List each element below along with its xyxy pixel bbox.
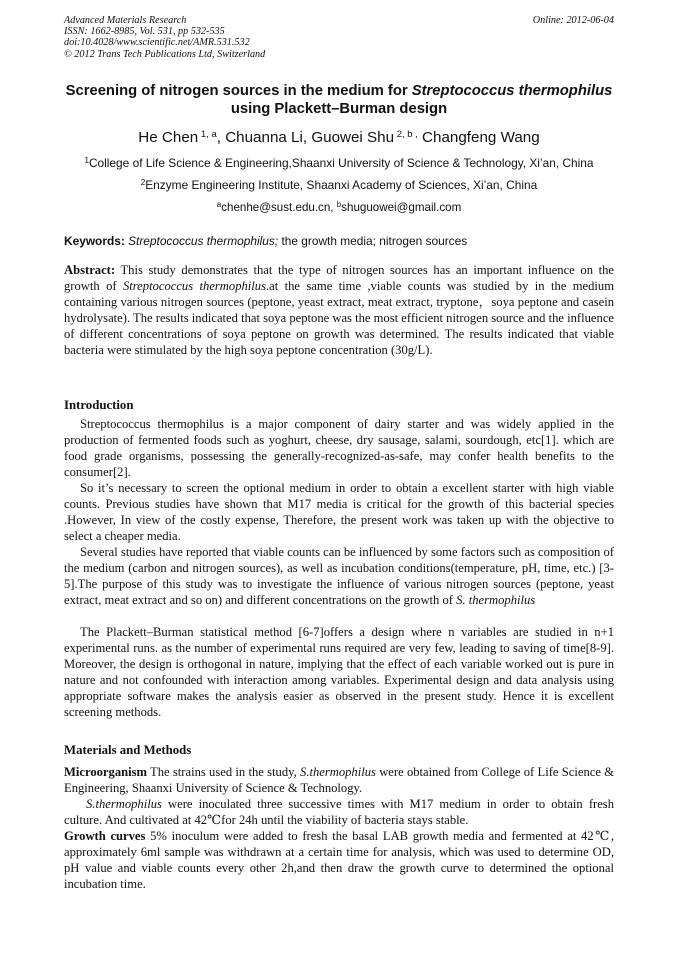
affiliation-1 (64, 156, 614, 171)
intro-paragraph-3-species: S. thermophilus (456, 593, 536, 607)
author-list (64, 128, 614, 148)
author-2-3: , Chuanna Li, Guowei Shu (216, 129, 395, 146)
affiliation-1-sup: 1 (84, 156, 89, 165)
abstract-label: Abstract: (64, 263, 116, 277)
abstract (64, 262, 614, 358)
journal-name: Advanced Materials Research (64, 15, 187, 26)
abstract-text-1: This study demonstrates that the type of nitrogen sources has an important influence on the growth of (64, 263, 614, 293)
keywords-species: Streptococcus thermophilus; (124, 234, 279, 248)
keywords-rest: the growth media; nitrogen sources (278, 234, 468, 248)
doi-line: doi:10.4028/www.scientific.net/AMR.531.532 (64, 37, 250, 49)
title-species: Streptococcus thermophilus (411, 83, 613, 99)
email-a-sup: a (216, 200, 222, 209)
online-date (533, 15, 614, 26)
affiliation-2 (64, 178, 614, 193)
growth-curves-text: 5% inoculum were added to fresh the basal LAB growth media and fermented at 42℃, approximately 6ml sample was withdrawn at a certain time for analysis, which was used to determine OD, pH value and viable counts every other 2h,and then draw the growth curve to determined the optional incubation time. (64, 829, 614, 891)
affiliation-2-text: Enzyme Engineering Institute, Shaanxi Academy of Sciences, Xi’an, China (145, 178, 538, 192)
journal-header (64, 15, 265, 60)
microorganism-label: Microorganism (64, 765, 148, 779)
title-text-2: using Plackett–Burman design (230, 101, 448, 117)
email-b-sup: b (336, 200, 342, 209)
author-1: He Chen (138, 129, 199, 146)
intro-paragraph-1: Streptococcus thermophilus is a major component of dairy starter and was widely applied in the production of fermented foods such as yoghurt, cheese, dry sausage, salami, sourdough, etc[1]. which are food grade organisms, possessing the generally-recognized-as-safe, may confer health benefits to the consumer[2]. (64, 417, 614, 479)
growth-curves-paragraph (64, 828, 614, 892)
email-a[interactable]: chenhe@sust.edu.cn, (221, 201, 337, 214)
intro-paragraph-4: The Plackett–Burman statistical method [6-7]offers a design where n variables are studied in n+1 experimental runs. as the number of experimental runs required are very few, leading to saving of time[8-9]. Moreover, the design is orthogonal in nature, implying that the effect of each variable worked out is pure in nature and not confounded with interaction among variables. Experimental design and data analysis using appropriate software makes the analysis easier as observed in the present study. Hence it is excellent screening methods. (64, 625, 614, 719)
author-1-sup: 1, a (198, 129, 217, 140)
microorganism-paragraph (64, 764, 614, 796)
paper-title (64, 82, 614, 118)
keywords-line (64, 234, 624, 249)
abstract-species: Streptococcus thermophilus (122, 279, 266, 293)
intro-paragraph-3-text: Several studies have reported that viable counts can be influenced by some factors such as composition of the medium (carbon and nitrogen sources), as well as incubation conditions(temperature, pH, time, etc.) [3-5].The purpose of this study was to investigate the influence of various nitrogen sources (peptone, yeast extract, meat extract and so on) and different concentrations on the growth of (64, 545, 614, 607)
microorganism-species: S.thermophilus (300, 765, 376, 779)
author-4: Changfeng Wang (417, 129, 540, 146)
copyright-line: © 2012 Trans Tech Publications Ltd, Switzerland (64, 48, 266, 60)
title-text-1: Screening of nitrogen sources in the medium for (65, 83, 412, 99)
inoculation-species: S.thermophilus (86, 797, 162, 811)
author-3-sup: 2, b , (394, 129, 418, 140)
affiliation-1-text: College of Life Science & Engineering,Shaanxi University of Science & Technology, Xi’an, China (88, 156, 594, 170)
growth-curves-label: Growth curves (64, 829, 146, 843)
materials-heading: Materials and Methods (64, 743, 192, 757)
inoculation-text: were inoculated three successive times with M17 medium in order to obtain fresh culture. And cultivated at 42℃for 24h until the viability of bacteria stays stable. (64, 797, 614, 827)
abstract-text-2: .at the same time ,viable counts was studied by in the medium containing various nitrogen sources (peptone, yeast extract, meat extract, tryptone，soya peptone and casein hydrolysate). The results indicated that soya peptone was the most efficient nitrogen source and the influence of different concentrations of soya peptone on growth was determined. The results indicated that viable bacteria were stimulated by the high soya peptone concentration (30g/L). (64, 279, 614, 357)
author-emails (64, 200, 614, 215)
issn-line: ISSN: 1662-8985, Vol. 531, pp 532-535 (64, 26, 225, 38)
microorganism-text-2: were obtained from College of Life Science & Engineering, Shaanxi University of Science & Technology. (64, 765, 614, 795)
intro-paragraph-3 (64, 544, 614, 608)
introduction-heading: Introduction (64, 398, 134, 412)
inoculation-paragraph (64, 796, 614, 828)
email-b[interactable]: shuguowei@gmail.com (341, 201, 462, 214)
online-date-text: Online: 2012-06-04 (532, 15, 614, 26)
intro-paragraph-2: So it’s necessary to screen the optional medium in order to obtain a excellent starter with high viable counts. Previous studies have shown that M17 media is critical for the growth of this bacterial species .However, In view of the costly expense, Therefore, the present work was taken up with the objective to select a cheaper media. (64, 481, 614, 543)
microorganism-text-1: The strains used in the study, (147, 765, 301, 779)
affiliation-2-sup: 2 (140, 178, 146, 187)
keywords-label: Keywords: (64, 234, 125, 248)
